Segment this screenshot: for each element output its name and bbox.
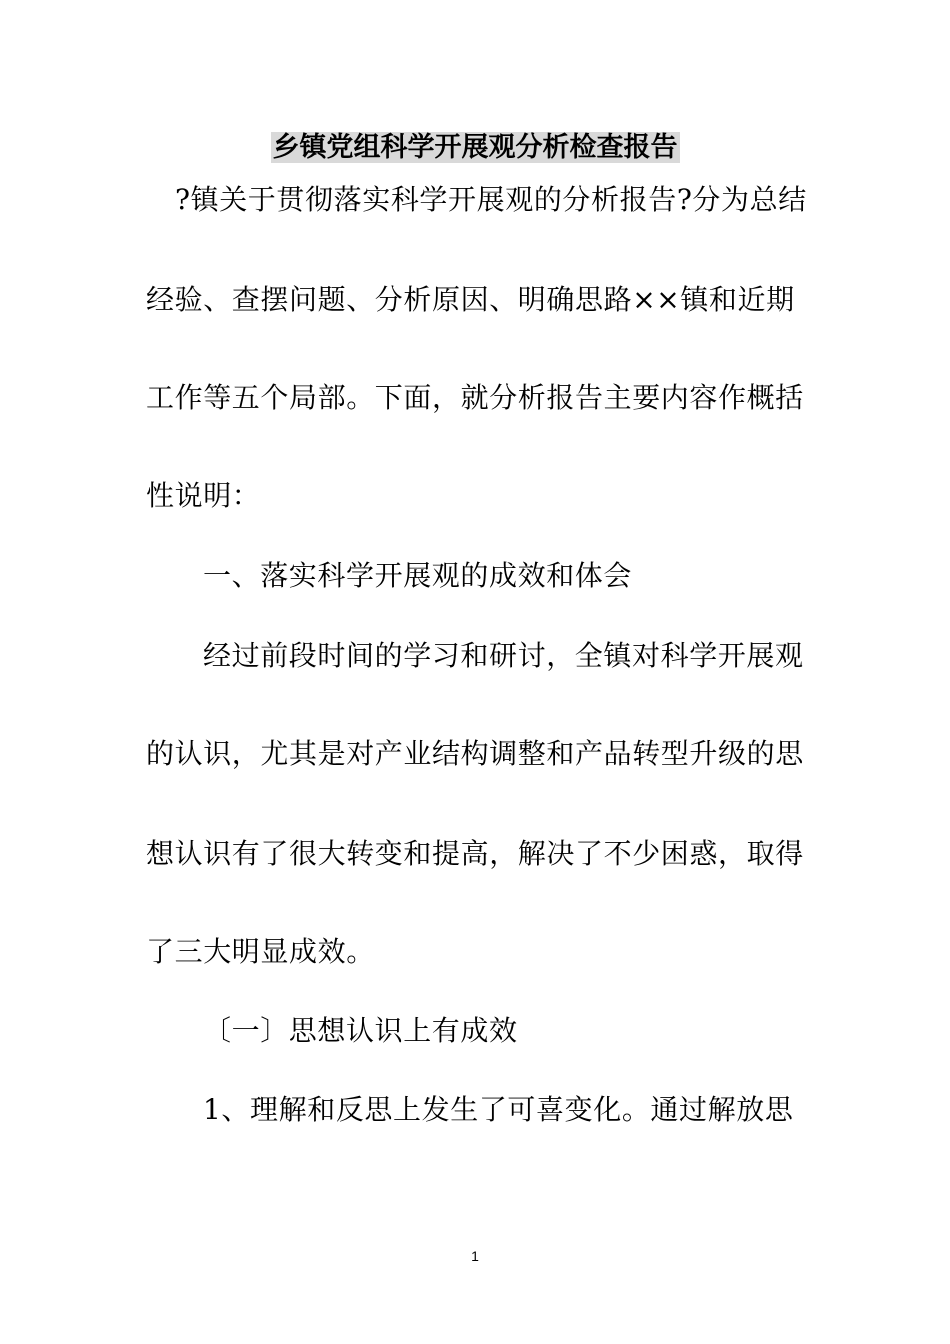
section-heading-1: 一、落实科学开展观的成效和体会 (203, 559, 633, 592)
paragraph-line-1: ?镇关于贯彻落实科学开展观的分析报告?分为总结 (175, 183, 807, 216)
paragraph-line-3: 工作等五个局部。下面，就分析报告主要内容作概括 (146, 381, 804, 414)
paragraph-line-5: 经过前段时间的学习和研讨，全镇对科学开展观 (203, 639, 804, 672)
paragraph-line-6: 的认识，尤其是对产业结构调整和产品转型升级的思 (146, 737, 804, 770)
paragraph-line-4: 性说明： (146, 479, 261, 512)
paragraph-line-9: 1、理解和反思上发生了可喜变化。通过解放思 (203, 1093, 794, 1126)
title-text: 乡镇党组科学开展观分析检查报告 (272, 132, 678, 163)
paragraph-line-2: 经验、查摆问题、分析原因、明确思路××镇和近期 (146, 283, 795, 316)
subsection-heading-1: 〔一〕思想认识上有成效 (203, 1014, 518, 1047)
page-number: 1 (471, 1248, 479, 1264)
document-title (0, 128, 950, 168)
paragraph-line-8: 了三大明显成效。 (146, 935, 375, 968)
paragraph-line-7: 想认识有了很大转变和提高，解决了不少困惑，取得 (146, 837, 804, 870)
